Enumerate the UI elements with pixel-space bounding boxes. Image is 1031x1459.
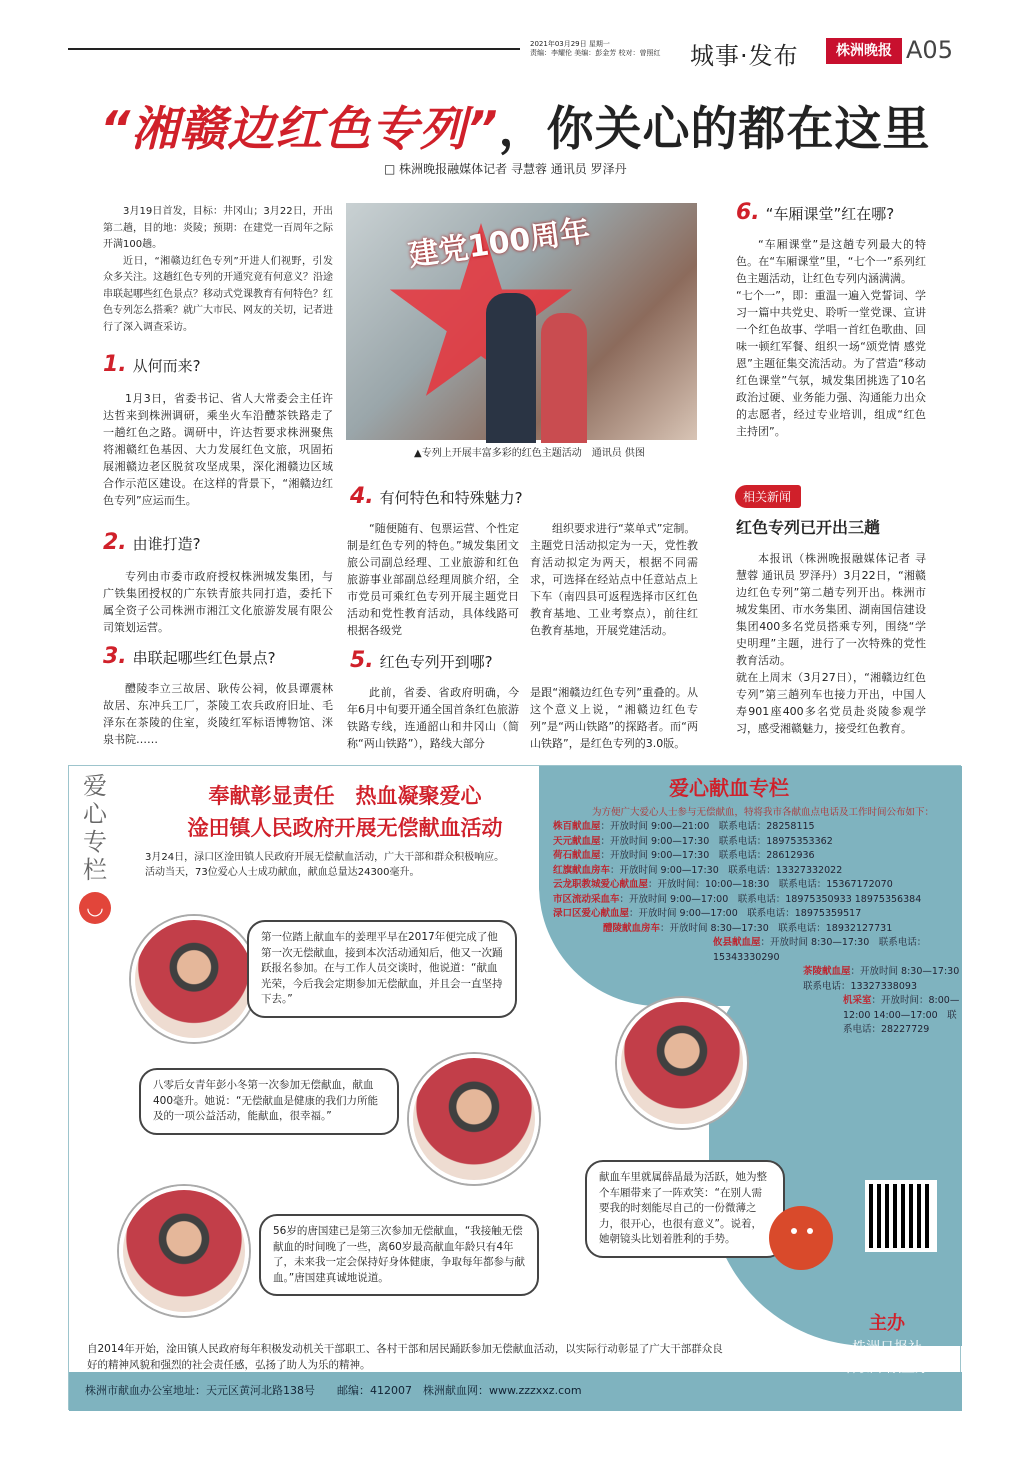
person-figure bbox=[541, 313, 587, 443]
column-label: 爱心专栏 ◡ bbox=[77, 772, 113, 924]
photo-badge: 建党100周年 bbox=[406, 213, 593, 274]
headline bbox=[100, 92, 940, 159]
qr-code[interactable] bbox=[865, 1180, 937, 1252]
related-news-title: 红色专列已开出三趟 bbox=[736, 518, 881, 537]
section-2-body: 专列由市委市政府授权株洲城发集团，与广铁集团授权的广东铁青旅共同打造，委托下属全资子公司株洲市湘江文化旅游发展有限公司策划运营。 bbox=[103, 570, 333, 634]
donor-photo bbox=[617, 998, 747, 1128]
smile-icon: ◡ bbox=[79, 892, 111, 924]
train-photo bbox=[346, 203, 697, 440]
banner-summary: 自2014年开始，淦田镇人民政府每年积极发动机关干部职工、各村干部和居民踊跃参加无偿献血活动，以实际行动彰显了广大干部群众良好的精神风貌和强烈的社会责任感，弘扬了助人为乐的精神。 bbox=[87, 1343, 723, 1371]
site-item: 渌口区爱心献血屋：开放时间 9:00—17:00 联系电话：18975359517 bbox=[553, 908, 862, 919]
photo-caption: ▲专列上开展丰富多彩的红色主题活动 通讯员 供图 bbox=[414, 448, 645, 459]
donation-sites bbox=[553, 820, 969, 1038]
section-2-heading: 2. 由谁打造? bbox=[103, 530, 201, 555]
site-item: 天元献血屋：开放时间 9:00—17:30 联系电话：18975353362 bbox=[553, 835, 833, 847]
section-4-body-a: “随便随有、包票运营、个性定制是红色专列的特色。”城发集团文旅公司副总经理、工业旅游和红色旅游事业部副总经理周膑介绍，全市党员可乘红色专列开展主题党日活动和党性教育活动，具体线路可根据各级党 bbox=[347, 522, 519, 637]
section-3-heading: 3. 串联起哪些红色景点? bbox=[103, 644, 276, 669]
site-item: 攸县献血屋：开放时间 8:30—17:30 联系电话：15343330290 bbox=[713, 937, 927, 963]
donor-story: 八零后女青年彭小冬第一次参加无偿献血，献血400毫升。她说：“无偿献血是健康的我们力所能及的一项公益活动，能献血，很幸福。” bbox=[139, 1068, 399, 1135]
site-item: 云龙职教城爱心献血屋：开放时间：10:00—18:30 联系电话：15367172070 bbox=[553, 879, 893, 890]
section-1-body: 1月3日，省委书记、省人大常委会主任许达哲来到株洲调研，乘坐火车沿醴茶铁路走了一趟红色之路。调研中，许达哲要求株洲聚焦将湘赣红色基因、大力发展红色文旅，巩固拓展湘赣边老区脱贫攻坚成果，深化湘赣边区域合作示范区建设。在这样的背景下，“湘赣边红色专列”应运而生。 bbox=[103, 392, 333, 507]
donor-story: 56岁的唐国建已是第三次参加无偿献血，“我接触无偿献血的时间晚了一些，离60岁最高献血年龄只有4年了，未来我一定会保持好身体健康，争取每年都参与献血。”唐国建真诚地说道。 bbox=[259, 1214, 539, 1296]
site-item: 茶陵献血屋：开放时间 8:30—17:30 联系电话：13327338093 bbox=[803, 966, 969, 992]
banner-intro: 3月24日，渌口区淦田镇人民政府开展无偿献血活动，广大干部和群众积极响应。活动当天，73位爱心人士成功献血，献血总量达24300毫升。 bbox=[145, 852, 505, 878]
teal-title: 爱心献血专栏 bbox=[669, 776, 789, 800]
site-item: 机采室：开放时间：8:00—12:00 14:00—17:00 联系电话：28227729 bbox=[843, 995, 960, 1035]
donor-photo bbox=[131, 916, 257, 1042]
donor-story: 第一位踏上献血车的姜理平早在2017年便完成了他第一次无偿献血，接到本次活动通知后，他又一次踊跃报名参加。在与工作人员交谈时，他说道：“献血光荣，今后我会定期参加无偿献血，并且会一直坚持下去。” bbox=[247, 920, 517, 1018]
header-rule bbox=[68, 48, 520, 50]
blood-donation-banner bbox=[68, 765, 969, 1410]
person-figure bbox=[486, 293, 536, 443]
site-item: 醴陵献血房车：开放时间 8:30—17:30 联系电话：18932127731 bbox=[603, 922, 893, 934]
section-5-body-b: 是跟“湘赣边红色专列”重叠的。从这个意义上说，“湘赣边红色专列”是“两山铁路”的探路者。而“两山铁路”，是红色专列的3.0版。 bbox=[530, 686, 698, 750]
related-news-body: 本报讯（株洲晚报融媒体记者 寻慧蓉 通讯员 罗泽丹）3月22日，“湘赣边红色专列”第二趟专列开出。株洲市城发集团、市水务集团、湖南国信建设集团400多名党员搭乘专列，围绕“学史明理”主题，进行了一次特殊的党性教育活动。 就在上周末（3月27日），“湘赣边红色专列”第三趟列车也接力开出，中国人寿901座400多名党员赴炎陵参观学习，感受湘赣魅力，接受红色教育。 bbox=[736, 552, 926, 735]
banner-footer: 株洲市献血办公室地址：天元区黄河北路138号 邮编：412007 株洲献血网：www.zzzxxz.com bbox=[85, 1384, 582, 1397]
byline: □ 株洲晚报融媒体记者 寻慧蓉 通讯员 罗泽丹 bbox=[384, 162, 627, 176]
section-name: 城事·发布 bbox=[690, 42, 799, 70]
donor-photo bbox=[409, 1054, 539, 1184]
donor-story: 献血车里就属薛晶最为活跃，她为整个车厢带来了一阵欢笑：“在别人需要我的时刻能尽自己的一份微薄之力，很开心，也很有意义”。说着，她朝镜头比划着胜利的手势。 bbox=[585, 1160, 785, 1258]
section-6-heading: 6. “车厢课堂”红在哪? bbox=[736, 200, 895, 225]
headline-red: “湘赣边红色专列” bbox=[100, 102, 499, 157]
blood-drop-mascot-icon bbox=[769, 1206, 833, 1270]
section-5-heading: 5. 红色专列开到哪? bbox=[350, 648, 493, 673]
site-item: 株百献血屋：开放时间 9:00—21:00 联系电话：28258115 bbox=[553, 821, 815, 832]
issue-date: 2021年03月29日 星期一 责编：李耀伦 美编：彭金芳 校对：曾照红 bbox=[530, 40, 661, 57]
newspaper-logo: 株洲晚报 bbox=[826, 38, 902, 64]
intro-text: 3月19日首发，目标：井冈山；3月22日，开出第二趟，目的地：炎陵；预期：在建党一百周年之际开满100趟。 近日，“湘赣边红色专列”开进人们视野，引发众多关注。这趟红色专列的开通究竟有何意义？沿途串联起哪些红色景点？移动式党课教育有何特色？红色专列怎么搭乘？就广大市民、网友的关切，记者进行了深入调查采访。 bbox=[103, 206, 333, 333]
host-block: 主办 株洲日报社 株洲市献血办 bbox=[845, 1313, 929, 1376]
site-item: 红旗献血房车：开放时间 9:00—17:30 联系电话：13327332022 bbox=[553, 864, 843, 876]
section-4-heading: 4. 有何特色和特殊魅力? bbox=[350, 484, 523, 509]
section-5-body-a: 此前，省委、省政府明确，今年6月中旬要开通全国首条红色旅游铁路专线，连通韶山和井冈山（简称“两山铁路”），路线大部分 bbox=[347, 686, 519, 750]
site-item: 荷石献血屋：开放时间 9:00—17:30 联系电话：28612936 bbox=[553, 850, 815, 861]
teal-subtitle: 为方便广大爱心人士参与无偿献血，特将我市各献血点电话及工作时间公布如下： bbox=[591, 807, 934, 818]
banner-title: 奉献彰显责任 热血凝聚爱心 淦田镇人民政府开展无偿献血活动 bbox=[187, 783, 503, 840]
donor-photo bbox=[119, 1186, 249, 1316]
section-1-heading: 1. 从何而来? bbox=[103, 352, 201, 377]
related-news-tag: 相关新闻 bbox=[735, 485, 801, 508]
section-3-body: 醴陵李立三故居、耿传公祠，攸县谭震林故居、东冲兵工厂，茶陵工农兵政府旧址、毛泽东在茶陵的住室，炎陵红军标语博物馆、洣泉书院…… bbox=[103, 682, 333, 746]
section-4-body-b: 组织要求进行“菜单式”定制。 主题党日活动拟定为一天，党性教育活动拟定为两天，根据不同需求，可选择在经站点中任意站点上下车（南四县可返程选择市区红色教育基地、工业考察点），前往红色教育基地，开展党建活动。 bbox=[530, 522, 698, 637]
site-item: 市区流动采血车：开放时间 9:00—17:00 联系电话：18975350933 18975356384 bbox=[553, 893, 922, 905]
section-6-body: “车厢课堂”是这趟专列最大的特色。在“车厢课堂”里，“七个一”系列红色主题活动，让红色专列内涵满满。 “七个一”，即：重温一遍入党誓词、学习一篇中共党史、聆听一堂党课、宣讲一个红色故事、学唱一首红色歌曲、回味一顿红军餐、组织一场“颂党情 感党恩”主题征集交流活动。为了营造“移动红色课堂”气氛，城发集团挑选了10名政治过硬、业务能力强、沟通能力出众的志愿者，经过专业培训，组成“红色主持团”。 bbox=[736, 238, 926, 438]
page-number: A05 bbox=[906, 36, 953, 64]
headline-black: ，你关心的都在这里 bbox=[498, 102, 931, 157]
